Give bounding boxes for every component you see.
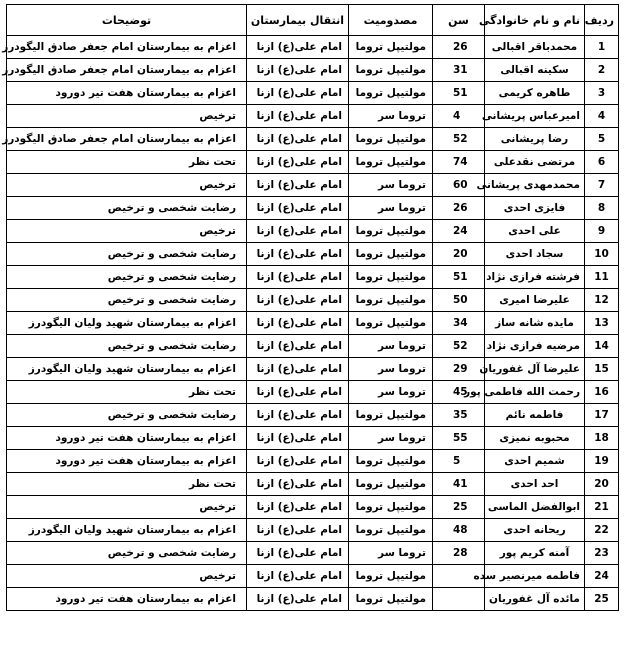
cell-row-number: 21 xyxy=(585,496,619,519)
cell-notes: اعزام به بیمارستان هفت تیر دورود xyxy=(7,588,247,611)
cell-age: 35 xyxy=(433,404,485,427)
cell-age: 24 xyxy=(433,220,485,243)
table-row xyxy=(7,128,619,151)
cell-row-number: 22 xyxy=(585,519,619,542)
cell-age: 51 xyxy=(433,266,485,289)
cell-row-number: 6 xyxy=(585,151,619,174)
table-row xyxy=(7,105,619,128)
cell-hospital: امام علی(ع) ازنا xyxy=(247,404,349,427)
table-row xyxy=(7,381,619,404)
cell-age: 55 xyxy=(433,427,485,450)
cell-hospital: امام علی(ع) ازنا xyxy=(247,197,349,220)
cell-hospital: امام علی(ع) ازنا xyxy=(247,174,349,197)
table-row xyxy=(7,519,619,542)
cell-name: فاطمه میرنصیر سده xyxy=(485,565,585,588)
cell-name: علیرضا امیری xyxy=(485,289,585,312)
table-row xyxy=(7,542,619,565)
cell-age: 26 xyxy=(433,36,485,59)
table-row xyxy=(7,473,619,496)
cell-notes: تحت نظر xyxy=(7,473,247,496)
cell-name: سجاد احدی xyxy=(485,243,585,266)
cell-age: 31 xyxy=(433,59,485,82)
table-row xyxy=(7,427,619,450)
cell-notes: رضایت شخصی و ترخیص xyxy=(7,404,247,427)
cell-name: آمنه کریم پور xyxy=(485,542,585,565)
cell-hospital: امام علی(ع) ازنا xyxy=(247,36,349,59)
cell-name: محبوبه نمیزی xyxy=(485,427,585,450)
cell-age: 74 xyxy=(433,151,485,174)
cell-hospital: امام علی(ع) ازنا xyxy=(247,105,349,128)
cell-injury: تروما سر xyxy=(349,427,433,450)
cell-hospital: امام علی(ع) ازنا xyxy=(247,496,349,519)
header-hospital: انتقال بیمارستان xyxy=(247,5,349,36)
cell-injury: مولتیپل تروما xyxy=(349,588,433,611)
cell-age: 52 xyxy=(433,335,485,358)
table-row xyxy=(7,220,619,243)
cell-name: ابوالفضل الماسی xyxy=(485,496,585,519)
cell-hospital: امام علی(ع) ازنا xyxy=(247,473,349,496)
cell-age: 60 xyxy=(433,174,485,197)
cell-injury: مولتیپل تروما xyxy=(349,59,433,82)
header-notes: توضیحات xyxy=(7,5,247,36)
cell-hospital: امام علی(ع) ازنا xyxy=(247,358,349,381)
cell-hospital: امام علی(ع) ازنا xyxy=(247,289,349,312)
cell-notes: اعزام به بیمارستان امام جعفر صادق الیگودرز xyxy=(7,36,247,59)
cell-name: ریحانه احدی xyxy=(485,519,585,542)
cell-hospital: امام علی(ع) ازنا xyxy=(247,151,349,174)
cell-age: 28 xyxy=(433,542,485,565)
cell-notes: رضایت شخصی و ترخیص xyxy=(7,542,247,565)
cell-injury: تروما سر xyxy=(349,542,433,565)
table-row xyxy=(7,266,619,289)
cell-row-number: 4 xyxy=(585,105,619,128)
cell-notes: رضایت شخصی و ترخیص xyxy=(7,266,247,289)
cell-injury: تروما سر xyxy=(349,105,433,128)
cell-row-number: 9 xyxy=(585,220,619,243)
cell-row-number: 24 xyxy=(585,565,619,588)
cell-injury: تروما سر xyxy=(349,381,433,404)
cell-notes: تحت نظر xyxy=(7,381,247,404)
cell-injury: مولتیپل تروما xyxy=(349,243,433,266)
cell-notes: رضایت شخصی و ترخیص xyxy=(7,197,247,220)
cell-injury: تروما سر xyxy=(349,174,433,197)
table-row xyxy=(7,588,619,611)
cell-row-number: 23 xyxy=(585,542,619,565)
table-row xyxy=(7,450,619,473)
cell-name: محمدباقر اقبالی xyxy=(485,36,585,59)
cell-row-number: 18 xyxy=(585,427,619,450)
cell-injury: مولتیپل تروما xyxy=(349,565,433,588)
cell-row-number: 20 xyxy=(585,473,619,496)
cell-name: مائده آل غفوریان xyxy=(485,588,585,611)
table-row xyxy=(7,496,619,519)
cell-hospital: امام علی(ع) ازنا xyxy=(247,427,349,450)
cell-name: فاطمه نائم xyxy=(485,404,585,427)
cell-injury: مولتیپل تروما xyxy=(349,404,433,427)
table-row xyxy=(7,82,619,105)
cell-row-number: 25 xyxy=(585,588,619,611)
table-row xyxy=(7,565,619,588)
cell-age: 34 xyxy=(433,312,485,335)
table-row xyxy=(7,59,619,82)
cell-notes: اعزام به بیمارستان امام جعفر صادق الیگودرز xyxy=(7,128,247,151)
cell-name: احد احدی xyxy=(485,473,585,496)
cell-notes: رضایت شخصی و ترخیص xyxy=(7,289,247,312)
cell-age: 5 xyxy=(433,450,485,473)
cell-row-number: 13 xyxy=(585,312,619,335)
cell-hospital: امام علی(ع) ازنا xyxy=(247,243,349,266)
cell-injury: تروما سر xyxy=(349,358,433,381)
cell-injury: مولتیپل تروما xyxy=(349,496,433,519)
cell-hospital: امام علی(ع) ازنا xyxy=(247,220,349,243)
cell-name: رضا پریشانی xyxy=(485,128,585,151)
cell-age: 26 xyxy=(433,197,485,220)
cell-row-number: 8 xyxy=(585,197,619,220)
cell-row-number: 10 xyxy=(585,243,619,266)
cell-notes: اعزام به بیمارستان شهید ولیان الیگودرز xyxy=(7,312,247,335)
cell-injury: مولتیپل تروما xyxy=(349,220,433,243)
cell-notes: اعزام به بیمارستان شهید ولیان الیگودرز xyxy=(7,519,247,542)
cell-hospital: امام علی(ع) ازنا xyxy=(247,128,349,151)
cell-name: فرشته فرازی نژاد xyxy=(485,266,585,289)
cell-hospital: امام علی(ع) ازنا xyxy=(247,565,349,588)
cell-row-number: 7 xyxy=(585,174,619,197)
table-row xyxy=(7,404,619,427)
casualty-table xyxy=(2,4,619,611)
table-row xyxy=(7,335,619,358)
cell-age xyxy=(433,588,485,611)
cell-hospital: امام علی(ع) ازنا xyxy=(247,335,349,358)
cell-age: 4 xyxy=(433,105,485,128)
cell-hospital: امام علی(ع) ازنا xyxy=(247,59,349,82)
cell-hospital: امام علی(ع) ازنا xyxy=(247,519,349,542)
cell-row-number: 14 xyxy=(585,335,619,358)
cell-age: 48 xyxy=(433,519,485,542)
cell-injury: مولتیپل تروما xyxy=(349,36,433,59)
table-row xyxy=(7,312,619,335)
cell-notes: تحت نظر xyxy=(7,151,247,174)
cell-row-number: 15 xyxy=(585,358,619,381)
cell-name: محمدمهدی پریشانی xyxy=(485,174,585,197)
cell-injury: مولتیپل تروما xyxy=(349,450,433,473)
table-row xyxy=(7,243,619,266)
cell-notes: ترخیص xyxy=(7,105,247,128)
cell-notes: اعزام به بیمارستان هفت تیر دورود xyxy=(7,450,247,473)
header-age: سن xyxy=(433,5,485,36)
cell-name: علی احدی xyxy=(485,220,585,243)
table-row xyxy=(7,36,619,59)
cell-hospital: امام علی(ع) ازنا xyxy=(247,588,349,611)
cell-notes: اعزام به بیمارستان امام جعفر صادق الیگودرز xyxy=(7,59,247,82)
cell-notes: ترخیص xyxy=(7,496,247,519)
cell-row-number: 5 xyxy=(585,128,619,151)
cell-name: مایده شانه ساز xyxy=(485,312,585,335)
header-injury: مصدومیت xyxy=(349,5,433,36)
cell-hospital: امام علی(ع) ازنا xyxy=(247,381,349,404)
cell-row-number: 17 xyxy=(585,404,619,427)
casualty-sheet xyxy=(2,4,618,611)
cell-age: 51 xyxy=(433,82,485,105)
cell-name: مرتضی نقدعلی xyxy=(485,151,585,174)
cell-hospital: امام علی(ع) ازنا xyxy=(247,542,349,565)
cell-injury: مولتیپل تروما xyxy=(349,82,433,105)
table-row xyxy=(7,358,619,381)
table-row xyxy=(7,197,619,220)
cell-age: 41 xyxy=(433,473,485,496)
cell-name: علیرضا آل غفوریان xyxy=(485,358,585,381)
cell-row-number: 12 xyxy=(585,289,619,312)
cell-injury: مولتیپل تروما xyxy=(349,473,433,496)
cell-row-number: 19 xyxy=(585,450,619,473)
cell-age: 52 xyxy=(433,128,485,151)
cell-injury: مولتیپل تروما xyxy=(349,151,433,174)
cell-hospital: امام علی(ع) ازنا xyxy=(247,312,349,335)
cell-notes: اعزام به بیمارستان شهید ولیان الیگودرز xyxy=(7,358,247,381)
cell-notes: ترخیص xyxy=(7,174,247,197)
table-header-row xyxy=(7,5,619,36)
cell-row-number: 2 xyxy=(585,59,619,82)
cell-hospital: امام علی(ع) ازنا xyxy=(247,82,349,105)
cell-name: رحمت الله فاطمی پور xyxy=(485,381,585,404)
cell-row-number: 1 xyxy=(585,36,619,59)
cell-injury: مولتیپل تروما xyxy=(349,312,433,335)
cell-name: شمیم احدی xyxy=(485,450,585,473)
cell-row-number: 3 xyxy=(585,82,619,105)
cell-notes: اعزام به بیمارستان هفت تیر دورود xyxy=(7,82,247,105)
table-row xyxy=(7,289,619,312)
cell-name: سکینه اقبالی xyxy=(485,59,585,82)
cell-row-number: 11 xyxy=(585,266,619,289)
cell-injury: مولتیپل تروما xyxy=(349,289,433,312)
cell-notes: ترخیص xyxy=(7,565,247,588)
cell-injury: مولتیپل تروما xyxy=(349,128,433,151)
table-row xyxy=(7,174,619,197)
cell-notes: رضایت شخصی و ترخیص xyxy=(7,243,247,266)
header-name: نام و نام خانوادگی xyxy=(485,5,585,36)
cell-injury: تروما سر xyxy=(349,197,433,220)
cell-injury: تروما سر xyxy=(349,335,433,358)
cell-row-number: 16 xyxy=(585,381,619,404)
cell-name: مرضیه فرازی نژاد xyxy=(485,335,585,358)
cell-injury: مولتیپل تروما xyxy=(349,266,433,289)
header-row-number: ردیف xyxy=(585,5,619,36)
cell-name: فایزی احدی xyxy=(485,197,585,220)
cell-notes: اعزام به بیمارستان هفت تیر دورود xyxy=(7,427,247,450)
cell-injury: مولتیپل تروما xyxy=(349,519,433,542)
table-row xyxy=(7,151,619,174)
cell-name: امیرعباس پریشانی xyxy=(485,105,585,128)
cell-age: 29 xyxy=(433,358,485,381)
cell-age: 20 xyxy=(433,243,485,266)
cell-hospital: امام علی(ع) ازنا xyxy=(247,450,349,473)
cell-age: 45 xyxy=(433,381,485,404)
table-body xyxy=(2,36,619,611)
cell-hospital: امام علی(ع) ازنا xyxy=(247,266,349,289)
cell-notes: رضایت شخصی و ترخیص xyxy=(7,335,247,358)
cell-age: 25 xyxy=(433,496,485,519)
cell-age: 50 xyxy=(433,289,485,312)
cell-name: طاهره کریمی xyxy=(485,82,585,105)
cell-notes: ترخیص xyxy=(7,220,247,243)
